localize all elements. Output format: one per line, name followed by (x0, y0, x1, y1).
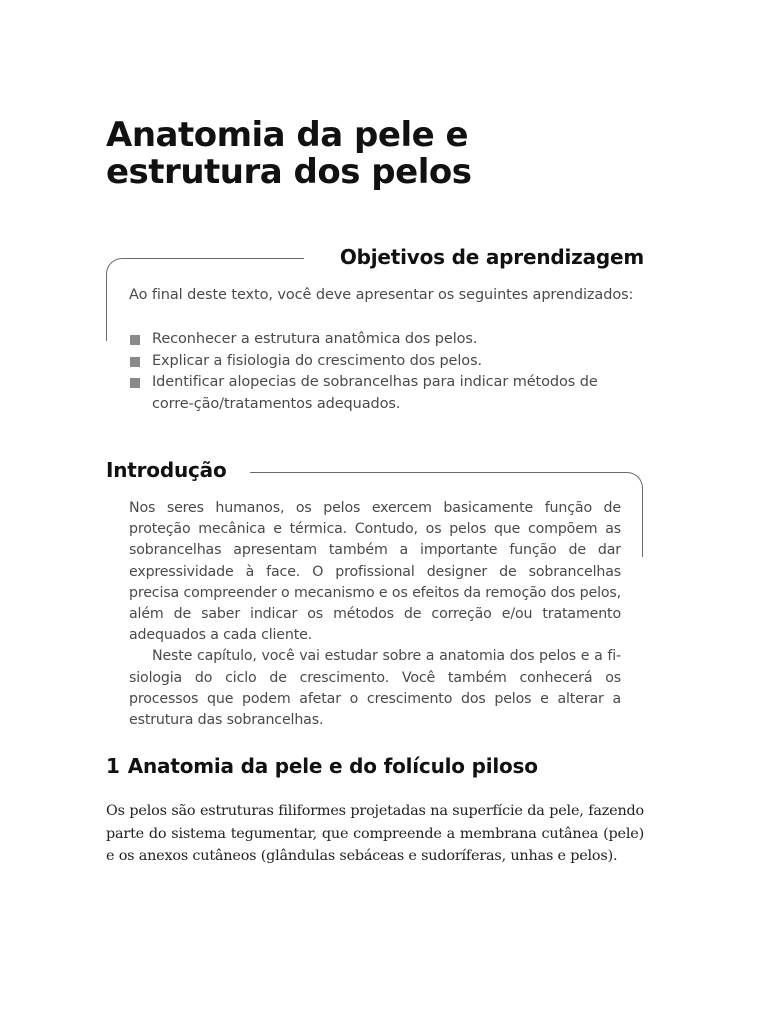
objective-item-text: Identificar alopecias de sobrancelhas para indicar métodos de corre-ção/tratamentos adequados. (152, 374, 598, 412)
objectives-list (129, 329, 629, 415)
page-title (106, 117, 666, 192)
section-body: Os pelos são estruturas filiformes projetadas na superfície da pele, fazendo parte do sistema tegumentar, que compreende a membrana cutânea (pele) e os anexos cutâneos (glândulas sebáceas e sudoríferas, unhas e pelos). (106, 803, 644, 864)
objectives-heading: Objetivos de aprendizagem (339, 245, 644, 269)
title-line-2: estrutura dos pelos (106, 152, 472, 193)
introduction-paragraph: Neste capítulo, você vai estudar sobre a anatomia dos pelos e a fi-siologia do ciclo de crescimento. Você também conhecerá os processos que podem afetar o crescimento dos pelos e alterar a estrutura das sobrancelhas. (129, 648, 621, 729)
objectives-intro: Ao final deste texto, você deve apresentar os seguintes aprendizados: (129, 287, 634, 303)
section-title: Anatomia da pele e do folículo piloso (127, 754, 538, 778)
square-bullet-icon (130, 335, 140, 345)
objectives-box-topline (144, 258, 304, 259)
objective-item (129, 372, 629, 415)
title-line-1: Anatomia da pele e (106, 115, 469, 155)
square-bullet-icon (130, 357, 140, 367)
introduction-body (129, 498, 621, 731)
introduction-paragraph: Nos seres humanos, os pelos exercem basicamente função de proteção mecânica e térmica. Contudo, os pelos que compõem as sobrancelhas apresentam também a importante função de dar expressividade à face. O profissional designer de sobrancelhas precisa compreender o mecanismo e os efeitos da remoção dos pelos, além de saber indicar os métodos de correção e/ou tratamento adequados a cada cliente. (129, 500, 621, 644)
square-bullet-icon (130, 378, 140, 388)
section-number: 1 (106, 754, 120, 778)
section-heading (106, 754, 538, 778)
introduction-box-topline (250, 472, 624, 473)
introduction-heading: Introdução (106, 458, 227, 482)
objective-item (129, 329, 629, 351)
objective-item-text: Reconhecer a estrutura anatômica dos pelos. (152, 331, 478, 347)
objective-item-text: Explicar a fisiologia do crescimento dos pelos. (152, 352, 483, 369)
objective-item (129, 351, 629, 373)
